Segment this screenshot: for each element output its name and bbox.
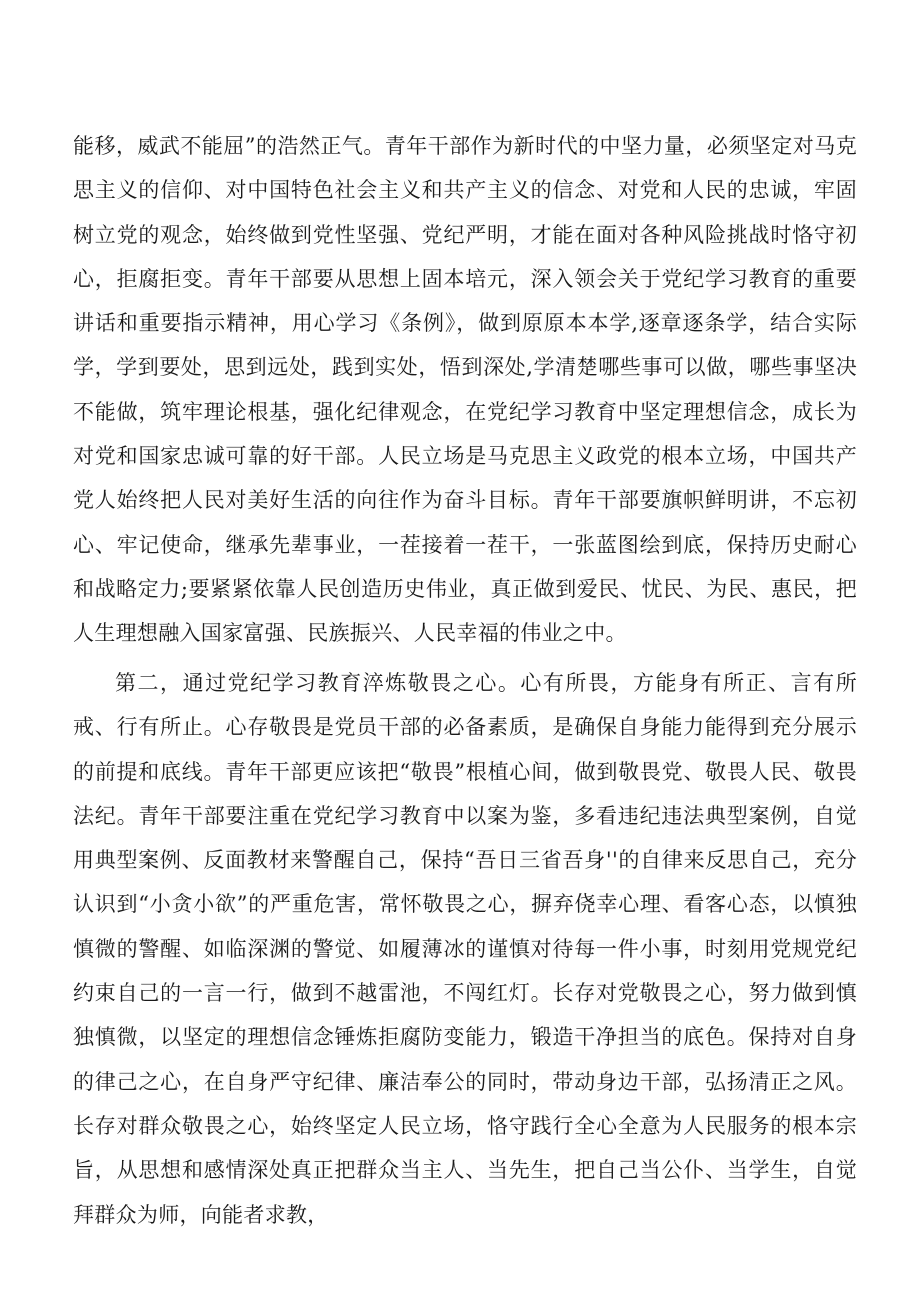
body-paragraph-2: 第二，通过党纪学习教育淬炼敬畏之心。心有所畏，方能身有所正、言有所戒、行有所止。心存敬畏是党员干部的必备素质，是确保自身能力能得到充分展示的前提和底线。青年干部更应该把“敬畏”根植心间，做到敬畏党、敬畏人民、敬畏法纪。青年干部要注重在党纪学习教育中以案为鉴，多看违纪违法典型案例，自觉用典型案例、反面教材来警醒自己，保持“吾日三省吾身''的自律来反思自己，充分认识到“小贪小欲”的严重危害，常怀敬畏之心，摒弃侥幸心理、看客心态，以慎独慎微的警醒、如临深渊的警觉、如履薄冰的谨慎对待每一件小事，时刻用党规党纪约束自己的一言一行，做到不越雷池，不闯红灯。长存对党敬畏之心，努力做到慎独慎微，以坚定的理想信念锤炼拒腐防变能力，锻造干净担当的底色。保持对自身的律己之心，在自身严守纪律、廉洁奉公的同时，带动身边干部，弘扬清正之风。长存对群众敬畏之心，始终坚定人民立场，恪守践行全心全意为人民服务的根本宗旨，从思想和感情深处真正把群众当主人、当先生，把自己当公仆、当学生，自觉拜群众为师，向能者求教， xyxy=(73,671,857,1227)
body-paragraph-1: 能移，威武不能屈”的浩然正气。青年干部作为新时代的中坚力量，必须坚定对马克思主义的信仰、对中国特色社会主义和共产主义的信念、对党和人民的忠诚，牢固树立党的观念，始终做到党性坚强、党纪严明，才能在面对各种风险挑战时恪守初心，拒腐拒变。青年干部要从思想上固本培元，深入领会关于党纪学习教育的重要讲话和重要指示精神，用心学习《条例》，做到原原本本学,逐章逐条学，结合实际学，学到要处，思到远处，践到实处，悟到深处,学清楚哪些事可以做，哪些事坚决不能做，筑牢理论根基，强化纪律观念，在党纪学习教育中坚定理想信念，成长为对党和国家忠诚可靠的好干部。人民立场是马克思主义政党的根本立场，中国共产党人始终把人民对美好生活的向往作为奋斗目标。青年干部要旗帜鲜明讲，不忘初心、牢记使命，继承先辈事业，一茬接着一茬干，一张蓝图绘到底，保持历史耐心和战略定力;要紧紧依靠人民创造历史伟业，真正做到爱民、忧民、为民、惠民，把人生理想融入国家富强、民族振兴、人民幸福的伟业之中。 xyxy=(73,134,857,646)
